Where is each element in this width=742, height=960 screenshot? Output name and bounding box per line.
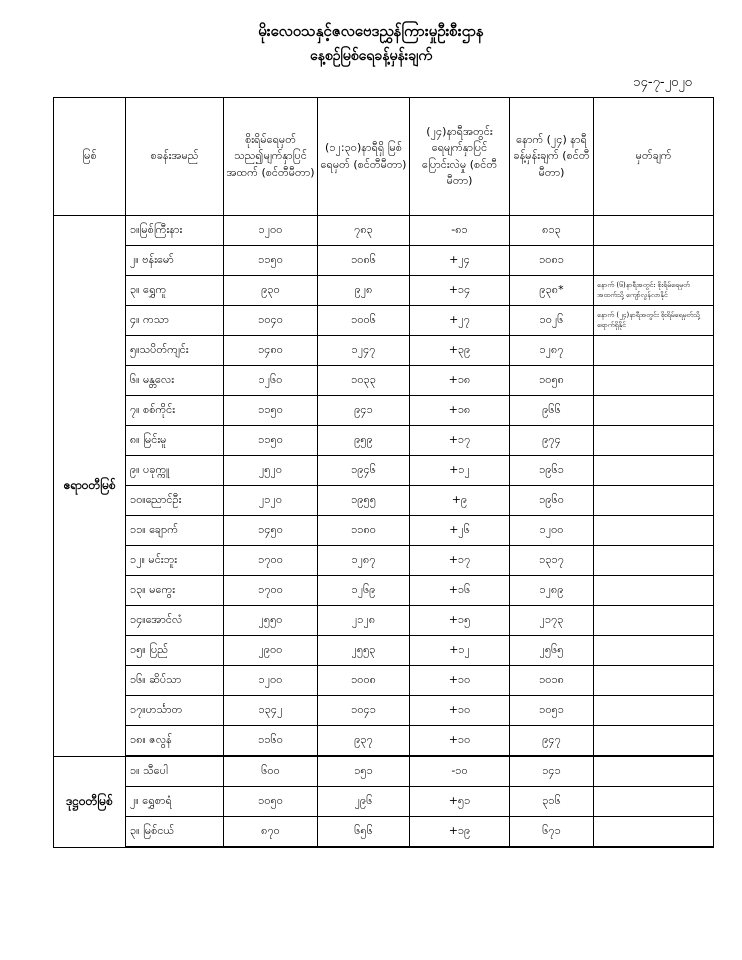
table-row bbox=[54, 756, 714, 787]
danger-cell: ၁၀၄၀ bbox=[224, 306, 318, 336]
table-row bbox=[54, 636, 714, 666]
remark-cell bbox=[594, 336, 714, 366]
danger-cell: ၉၃၀ bbox=[224, 276, 318, 306]
change-cell: +၁၂ bbox=[410, 636, 510, 666]
forecast-cell: ၁၄၁ bbox=[510, 756, 594, 787]
level-cell: ၁၀၀၈ bbox=[318, 666, 410, 696]
table-row bbox=[54, 216, 714, 246]
danger-cell: ၂၉၀၀ bbox=[224, 636, 318, 666]
station-cell: ၁။ သီပေါ bbox=[126, 756, 224, 787]
change-cell: +၅၁ bbox=[410, 787, 510, 817]
forecast-cell: ၁၀၁၈ bbox=[510, 666, 594, 696]
column-header-change: (၂၄)နာရီအတွင်း ရေမျက်နှာပြင် ပြောင်းလဲမှု (စင်တီမီတာ) bbox=[410, 98, 510, 216]
change-cell: +၂၆ bbox=[410, 516, 510, 546]
danger-cell: ၁၁၆၀ bbox=[224, 726, 318, 757]
remark-cell bbox=[594, 366, 714, 396]
river-name-cell: ဒုဋ္ဌဝတီမြစ် bbox=[54, 756, 126, 847]
station-cell: ၂။ ရွှေစာရံ bbox=[126, 787, 224, 817]
level-cell: ၁၂၄၇ bbox=[318, 336, 410, 366]
level-cell: ၉၃၇ bbox=[318, 726, 410, 757]
station-cell: ၁၈။ ဇလွန် bbox=[126, 726, 224, 757]
forecast-cell: ၁၂၈၇ bbox=[510, 336, 594, 366]
table-row bbox=[54, 366, 714, 396]
change-cell: +၁၉ bbox=[410, 817, 510, 848]
forecast-cell: ၁၉၆၀ bbox=[510, 486, 594, 516]
remark-cell: နောက် (၆)နာရီအတွင်း စိုးရိမ်ရေမှတ် အထက်သို့ ကျော်လွန်လာနိုင် bbox=[594, 276, 714, 306]
remark-cell bbox=[594, 246, 714, 276]
station-cell: ၅။သပိတ်ကျင်း bbox=[126, 336, 224, 366]
forecast-cell: ၁၀၂၆ bbox=[510, 306, 594, 336]
forecast-cell: ၂၅၆၅ bbox=[510, 636, 594, 666]
danger-cell: ၁၄၅၀ bbox=[224, 516, 318, 546]
table-row bbox=[54, 336, 714, 366]
header-row bbox=[54, 98, 714, 216]
remark-cell bbox=[594, 216, 714, 246]
forecast-cell: ၃၁၆ bbox=[510, 787, 594, 817]
change-cell: +၁၄ bbox=[410, 276, 510, 306]
table-row bbox=[54, 456, 714, 486]
danger-cell: ၂၅၅၀ bbox=[224, 606, 318, 636]
level-cell: ၂၅၅၃ bbox=[318, 636, 410, 666]
level-cell: ၂၉၆ bbox=[318, 787, 410, 817]
level-cell: ၆၅၆ bbox=[318, 817, 410, 848]
forecast-cell: ၉၃၈* bbox=[510, 276, 594, 306]
river-name-cell: ဧရာဝတီမြစ် bbox=[54, 216, 126, 757]
change-cell: +၁၀ bbox=[410, 666, 510, 696]
level-cell: ၉၅၉ bbox=[318, 426, 410, 456]
remark-cell bbox=[594, 396, 714, 426]
level-cell: ၁၉၅၅ bbox=[318, 486, 410, 516]
change-cell: +၂၄ bbox=[410, 246, 510, 276]
change-cell: +၁၇ bbox=[410, 426, 510, 456]
level-cell: ၉၄၁ bbox=[318, 396, 410, 426]
column-header-forecast: နောက် (၂၄) နာရီ ခန့်မှန်းချက် (စင်တီမီတာ) bbox=[510, 98, 594, 216]
table-row bbox=[54, 576, 714, 606]
change-cell: +၁၈ bbox=[410, 396, 510, 426]
danger-cell: ၁၂၆၀ bbox=[224, 366, 318, 396]
station-cell: ၃။ ရွှေကူ bbox=[126, 276, 224, 306]
station-cell: ၁၂။ မင်းဘူး bbox=[126, 546, 224, 576]
station-cell: ၁၃။ မကွေး bbox=[126, 576, 224, 606]
station-cell: ၁၇။ဟင်္သာတ bbox=[126, 696, 224, 726]
level-cell: ၁၁၈၀ bbox=[318, 516, 410, 546]
change-cell: +၃၉ bbox=[410, 336, 510, 366]
forecast-cell: ၁၉၆၁ bbox=[510, 456, 594, 486]
forecast-cell: ၉၄၇ bbox=[510, 726, 594, 757]
level-cell: ၉၂၈ bbox=[318, 276, 410, 306]
remark-cell bbox=[594, 696, 714, 726]
table-row bbox=[54, 246, 714, 276]
level-cell: ၁၅၁ bbox=[318, 756, 410, 787]
forecast-cell: ၁၂၀၀ bbox=[510, 516, 594, 546]
table-row bbox=[54, 546, 714, 576]
station-cell: ၂။ ဗန်းမော် bbox=[126, 246, 224, 276]
station-cell: ၉။ ပခုက္ကူ bbox=[126, 456, 224, 486]
station-cell: ၇။ စစ်ကိုင်း bbox=[126, 396, 224, 426]
column-header-station: စခန်းအမည် bbox=[126, 98, 224, 216]
forecast-cell: ၂၁၇၃ bbox=[510, 606, 594, 636]
change-cell: +၁၀ bbox=[410, 696, 510, 726]
remark-cell bbox=[594, 606, 714, 636]
station-cell: ၁၄။အောင်လံ bbox=[126, 606, 224, 636]
change-cell: +၉ bbox=[410, 486, 510, 516]
danger-cell: ၁၁၅၀ bbox=[224, 396, 318, 426]
forecast-cell: ၁၂၈၉ bbox=[510, 576, 594, 606]
level-cell: ၁၂၈၇ bbox=[318, 546, 410, 576]
forecast-cell: ၁၀၅၁ bbox=[510, 696, 594, 726]
table-row bbox=[54, 606, 714, 636]
column-header-remark: မှတ်ချက် bbox=[594, 98, 714, 216]
level-cell: ၁၀၀၆ bbox=[318, 306, 410, 336]
remark-cell bbox=[594, 546, 714, 576]
station-cell: ၃။ မြစ်ငယ် bbox=[126, 817, 224, 848]
remark-cell bbox=[594, 787, 714, 817]
remark-cell: နောက် (၂၄)နာရီအတွင်း စိုးရိမ်ရေမှတ်သို့ရောက်ရှိနိုင် bbox=[594, 306, 714, 336]
danger-cell: ၁၁၅၀ bbox=[224, 426, 318, 456]
remark-cell bbox=[594, 756, 714, 787]
remark-cell bbox=[594, 666, 714, 696]
forecast-table bbox=[53, 97, 714, 848]
column-header-water-level: (၁၂:၃၀)နာရီရှိ မြစ်ရေမှတ် (စင်တီမီတာ) bbox=[318, 98, 410, 216]
change-cell: +၂၇ bbox=[410, 306, 510, 336]
danger-cell: ၁၂၀၀ bbox=[224, 216, 318, 246]
forecast-cell: ၆၇၁ bbox=[510, 817, 594, 848]
table-row bbox=[54, 787, 714, 817]
danger-cell: ၁၂၀၀ bbox=[224, 666, 318, 696]
table-row bbox=[54, 726, 714, 757]
column-header-danger-level: စိုးရိမ်ရေမှတ် သည၍မျက်နှာပြင် အထက် (စင်တီမီတာ) bbox=[224, 98, 318, 216]
remark-cell bbox=[594, 426, 714, 456]
table-row bbox=[54, 696, 714, 726]
level-cell: ၂၁၂၈ bbox=[318, 606, 410, 636]
remark-cell bbox=[594, 456, 714, 486]
remark-cell bbox=[594, 576, 714, 606]
station-cell: ၁။မြစ်ကြီးနား bbox=[126, 216, 224, 246]
table-row bbox=[54, 426, 714, 456]
forecast-cell: ၁၃၁၇ bbox=[510, 546, 594, 576]
level-cell: ၁၀၄၁ bbox=[318, 696, 410, 726]
level-cell: ၁၉၄၆ bbox=[318, 456, 410, 486]
table-row bbox=[54, 396, 714, 426]
change-cell: +၁၇ bbox=[410, 546, 510, 576]
station-cell: ၁၅။ ပြည် bbox=[126, 636, 224, 666]
forecast-cell: ၈၁၃ bbox=[510, 216, 594, 246]
change-cell: -၈၁ bbox=[410, 216, 510, 246]
remark-cell bbox=[594, 726, 714, 757]
level-cell: ၁၂၆၉ bbox=[318, 576, 410, 606]
danger-cell: ၈၇၀ bbox=[224, 817, 318, 848]
danger-cell: ၁၁၅၀ bbox=[224, 246, 318, 276]
forecast-cell: ၉၆၆ bbox=[510, 396, 594, 426]
change-cell: +၁၆ bbox=[410, 576, 510, 606]
level-cell: ၁၀၈၆ bbox=[318, 246, 410, 276]
table-row bbox=[54, 486, 714, 516]
danger-cell: ၁၃၄၂ bbox=[224, 696, 318, 726]
document-title: မိုးလေဝသနှင့်ဇလဗေဒညွှန်ကြားမှုဦးစီးဌာန bbox=[258, 22, 484, 40]
station-cell: ၁၆။ ဆိပ်သာ bbox=[126, 666, 224, 696]
station-cell: ၁၁။ ချောက် bbox=[126, 516, 224, 546]
remark-cell bbox=[594, 516, 714, 546]
table-row bbox=[54, 666, 714, 696]
change-cell: +၁၀ bbox=[410, 726, 510, 757]
change-cell: -၁၀ bbox=[410, 756, 510, 787]
station-cell: ၆။ မန္တလေး bbox=[126, 366, 224, 396]
station-cell: ၄။ ကသာ bbox=[126, 306, 224, 336]
danger-cell: ၂၅၂၀ bbox=[224, 456, 318, 486]
station-cell: ၈။ မြင်းမူ bbox=[126, 426, 224, 456]
change-cell: +၁၂ bbox=[410, 456, 510, 486]
forecast-cell: ၁၀၅၈ bbox=[510, 366, 594, 396]
danger-cell: ၁၇၀၀ bbox=[224, 576, 318, 606]
remark-cell bbox=[594, 486, 714, 516]
change-cell: +၁၈ bbox=[410, 366, 510, 396]
danger-cell: ၁၀၅၀ bbox=[224, 787, 318, 817]
forecast-cell: ၁၀၈၁ bbox=[510, 246, 594, 276]
table-row bbox=[54, 817, 714, 848]
danger-cell: ၆၀၀ bbox=[224, 756, 318, 787]
danger-cell: ၂၁၂၀ bbox=[224, 486, 318, 516]
table-row bbox=[54, 276, 714, 306]
danger-cell: ၁၇၀၀ bbox=[224, 546, 318, 576]
remark-cell bbox=[594, 817, 714, 848]
document-subtitle: နေ့စဉ်မြစ်ရေခန့်မှန်းချက် bbox=[309, 48, 433, 64]
document-date: ၁၄-၇-၂၀၂၀ bbox=[633, 75, 692, 90]
column-header-river: မြစ် bbox=[54, 98, 126, 216]
level-cell: ၇၈၃ bbox=[318, 216, 410, 246]
remark-cell bbox=[594, 636, 714, 666]
level-cell: ၁၀၃၃ bbox=[318, 366, 410, 396]
forecast-cell: ၉၇၄ bbox=[510, 426, 594, 456]
danger-cell: ၁၄၈၀ bbox=[224, 336, 318, 366]
change-cell: +၁၅ bbox=[410, 606, 510, 636]
table-row bbox=[54, 306, 714, 336]
table-row bbox=[54, 516, 714, 546]
station-cell: ၁၀။ညောင်ဦး bbox=[126, 486, 224, 516]
